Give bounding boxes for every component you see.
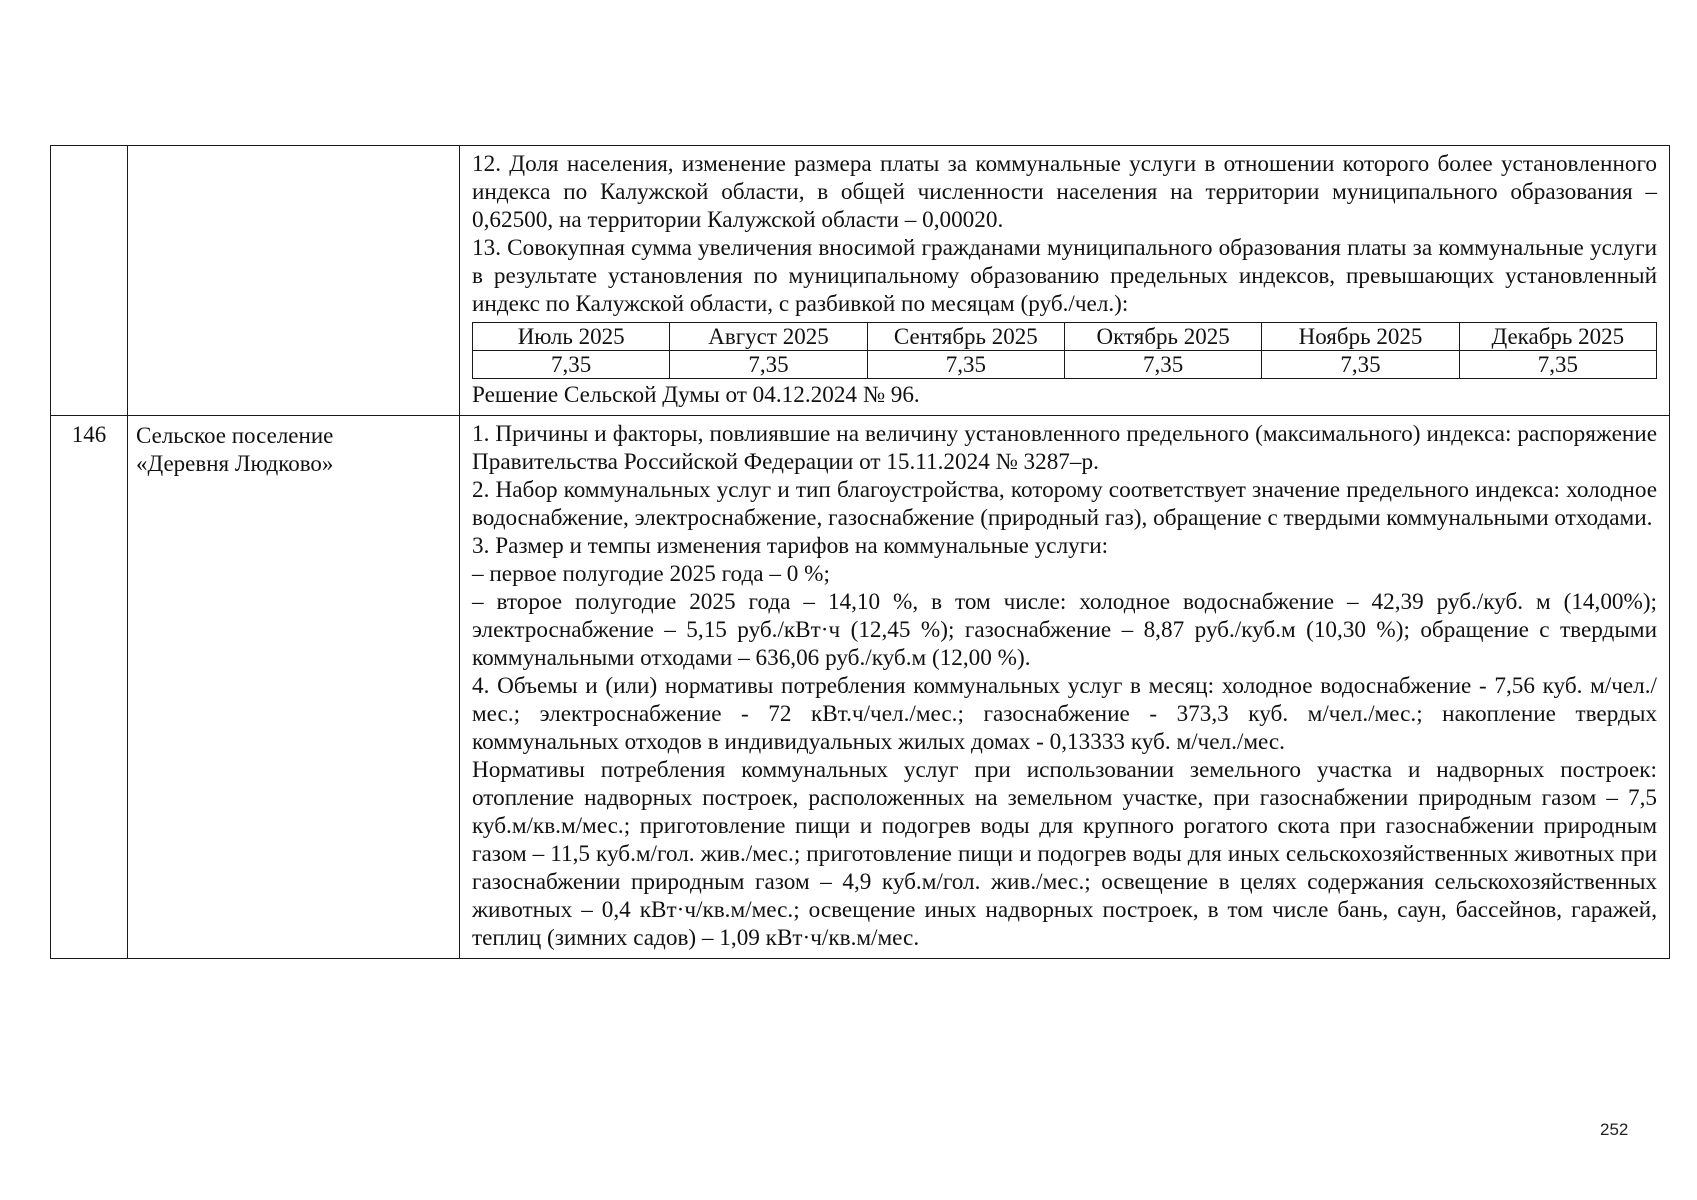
- paragraph: Нормативы потребления коммунальных услуг при использовании земельного участка и надворных построек: отопление надворных построек, расположенных на земельном участке, при газоснабжении природным газом – 7,5 куб.м/кв.м/мес.; приготовление пищи и подогрев воды для крупного рогатого скота при газоснабжении природным газом – 11,5 куб.м/гол. жив./мес.; приготовление пищи и подогрев воды для иных сельскохозяйственных животных при газоснабжении природным газом – 4,9 куб.м/гол. жив./мес.; освещение в целях содержания сельскохозяйственных животных – 0,4 кВт·ч/кв.м/мес.; освещение иных надворных построек, в том числе бань, саун, бассейнов, гаражей, теплиц (зимних садов) – 1,09 кВт·ч/кв.м/мес.: [472, 757, 1657, 951]
- month-value: 7,35: [1064, 351, 1261, 379]
- municipality-name-line: Сельское поселение: [136, 423, 334, 448]
- paragraph: 3. Размер и темпы изменения тарифов на коммунальные услуги:: [472, 533, 1109, 559]
- month-header: Ноябрь 2025: [1262, 323, 1459, 351]
- paragraph: 12. Доля населения, изменение размера платы за коммунальные услуги в отношении которого более установленного индекса по Калужской области, в общей численности населения на территории муниципального образования – 0,62500, на территории Калужской области – 0,00020.: [472, 151, 1657, 233]
- month-header-row: [473, 323, 1657, 351]
- month-value: 7,35: [867, 351, 1064, 379]
- month-header: Июль 2025: [473, 323, 670, 351]
- paragraph: 4. Объемы и (или) нормативы потребления коммунальных услуг в месяц: холодное водоснабжение - 7,56 куб. м/чел./мес.; электроснабжение - 72 кВт.ч/чел./мес.; газоснабжение - 373,3 куб. м/чел./мес.; накопление твердых коммунальных отходов в индивидуальных жилых домах - 0,13333 куб. м/чел./мес.: [472, 673, 1657, 755]
- month-header: Декабрь 2025: [1459, 323, 1656, 351]
- month-value: 7,35: [1459, 351, 1656, 379]
- month-value: 7,35: [1262, 351, 1459, 379]
- paragraph: 1. Причины и факторы, повлиявшие на величину установленного предельного (максимального) индекса: распоряжение Правительства Российской Федерации от 15.11.2024 № 3287–р.: [472, 421, 1657, 475]
- table-row: [51, 416, 1670, 959]
- document-table: [50, 145, 1670, 959]
- description-cell: [460, 416, 1670, 959]
- decision-text: Решение Сельской Думы от 04.12.2024 № 96.: [472, 382, 920, 408]
- month-value: 7,35: [670, 351, 867, 379]
- month-value-row: [473, 351, 1657, 379]
- monthly-increase-table: [472, 322, 1657, 379]
- municipality-name-cell: [128, 416, 460, 959]
- table-row: [51, 146, 1670, 416]
- month-header: Сентябрь 2025: [867, 323, 1064, 351]
- row-number-cell: 146: [51, 416, 128, 959]
- month-header: Октябрь 2025: [1064, 323, 1261, 351]
- month-value: 7,35: [473, 351, 670, 379]
- row-number-cell: [51, 146, 128, 416]
- paragraph: – второе полугодие 2025 года – 14,10 %, в том числе: холодное водоснабжение – 42,39 руб./куб. м (14,00%); электроснабжение – 5,15 руб./кВт·ч (12,45 %); газоснабжение – 8,87 руб./куб.м (10,30 %); обращение с твердыми коммунальными отходами – 636,06 руб./куб.м (12,00 %).: [472, 589, 1657, 671]
- page-number: 252: [1600, 1120, 1629, 1139]
- municipality-name-line: «Деревня Людково»: [136, 451, 334, 476]
- paragraph: 2. Набор коммунальных услуг и тип благоустройства, которому соответствует значение предельного индекса: холодное водоснабжение, электроснабжение, газоснабжение (природный газ), обращение с твердыми коммунальными отходами.: [472, 477, 1657, 531]
- paragraph: 13. Совокупная сумма увеличения вносимой гражданами муниципального образования платы за коммунальные услуги в результате установления по муниципальному образованию предельных индексов, превышающих установленный индекс по Калужской области, с разбивкой по месяцам (руб./чел.):: [472, 235, 1657, 317]
- paragraph: – первое полугодие 2025 года – 0 %;: [472, 561, 830, 587]
- municipality-name-cell: [128, 146, 460, 416]
- month-header: Август 2025: [670, 323, 867, 351]
- description-cell: [460, 146, 1670, 416]
